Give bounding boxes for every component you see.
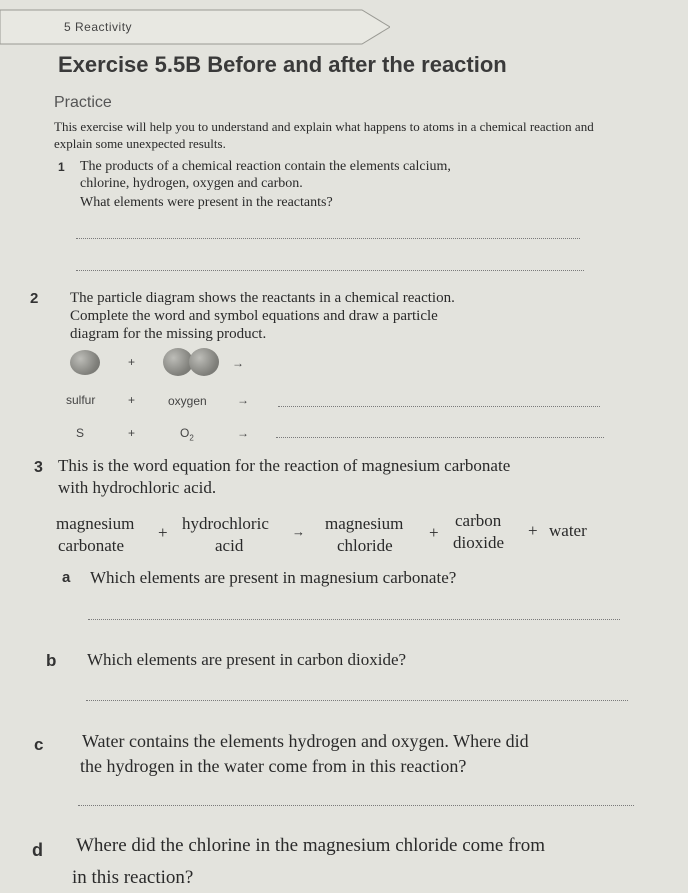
question-1-number: 1 [58,160,65,174]
eq-reactant-2-line2: acid [215,536,244,555]
question-3-line1: This is the word equation for the reaction of magnesium carbonate [58,456,511,475]
eq-plus: + [528,521,538,540]
question-1-text-line2: chlorine, hydrogen, oxygen and carbon. [80,176,303,191]
sulfur-atom [70,350,100,375]
symbol-reactant-1: S [76,426,85,440]
part-d-label: d [32,840,43,860]
arrow: → [237,393,249,407]
part-a-question: Which elements are present in magnesium carbonate? [90,568,457,587]
answer-line[interactable] [78,805,634,806]
chapter-label: 5 Reactivity [64,20,133,34]
eq-product-2-line1: carbon [455,511,502,530]
question-1-text-line1: The products of a chemical reaction contain the elements calcium, [80,159,451,174]
part-c-question-line1: Water contains the elements hydrogen and oxygen. Where did [82,731,529,751]
chapter-banner [0,8,390,46]
plus-sign: + [128,355,136,369]
question-3-line2: with hydrochloric acid. [58,478,217,497]
answer-line[interactable] [86,700,628,701]
eq-reactant-1-line2: carbonate [58,536,125,555]
part-c-question-line2: the hydrogen in the water come from in this reaction? [80,756,467,776]
section-heading: Practice [54,94,112,111]
eq-plus: + [429,523,439,542]
question-1-prompt: What elements were present in the reactants? [80,195,333,210]
answer-line[interactable] [76,270,584,271]
question-2-line2: Complete the word and symbol equations and draw a particle [70,308,438,324]
arrow: → [237,426,249,440]
eq-product-1-line1: magnesium [325,514,404,533]
part-b-question: Which elements are present in carbon dioxide? [87,650,407,669]
plus-sign: + [128,393,136,407]
answer-line[interactable] [76,238,580,239]
word-product-answer-line[interactable] [278,406,600,407]
eq-product-3: water [549,521,587,540]
eq-reactant-2-line1: hydrochloric [182,514,269,533]
question-2-number: 2 [30,290,39,307]
eq-arrow: → [292,524,305,539]
arrow: → [232,356,244,370]
exercise-title: Exercise 5.5B Before and after the reaction [58,52,507,77]
intro-text: This exercise will help you to understand and explain what happens to atoms in a chemical reaction and explain some unexpected results. [54,119,594,151]
symbol-reactant-2: $O_2$ [180,426,194,443]
eq-reactant-1-line1: magnesium [56,514,135,533]
oxygen-atom [189,348,219,376]
eq-plus: + [158,523,168,542]
question-3-number: 3 [34,459,43,476]
eq-product-1-line2: chloride [337,536,393,555]
word-reactant-2: oxygen [168,394,207,408]
part-c-label: c [34,735,44,754]
part-d-question-line1: Where did the chlorine in the magnesium chloride come from [76,835,546,856]
plus-sign: + [128,426,136,440]
part-d-question-line2: in this reaction? [72,867,194,888]
word-reactant-1: sulfur [66,393,96,407]
question-2-line3: diagram for the missing product. [70,326,267,342]
eq-product-2-line2: dioxide [453,533,504,552]
symbol-product-answer-line[interactable] [276,437,604,438]
question-2-line1: The particle diagram shows the reactants in a chemical reaction. [70,290,455,306]
answer-line[interactable] [88,619,620,620]
part-a-label: a [62,569,71,586]
part-b-label: b [46,651,57,670]
